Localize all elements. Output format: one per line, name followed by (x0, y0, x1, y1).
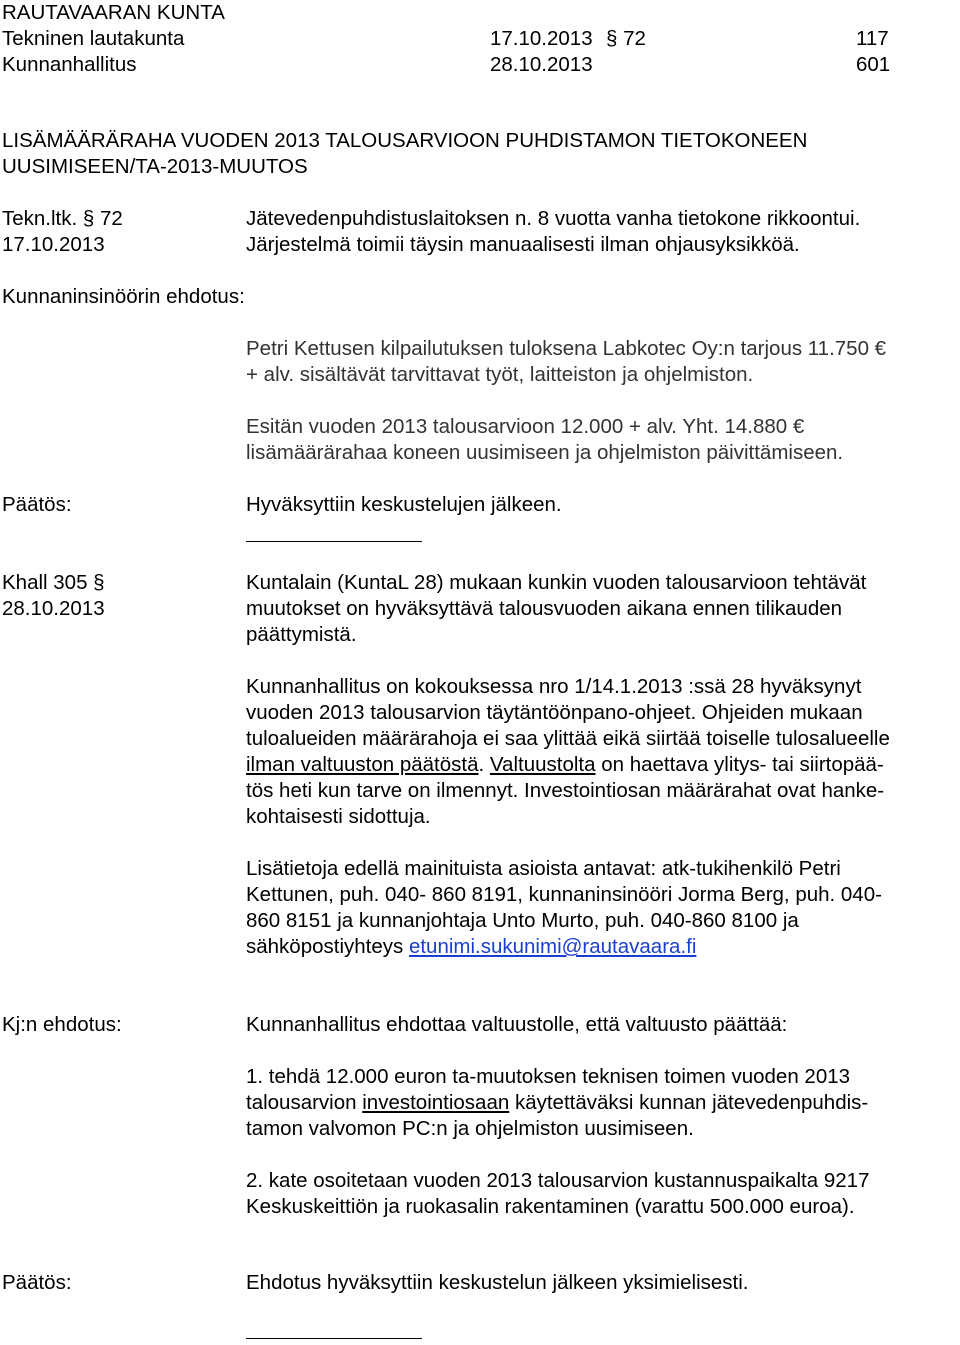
header-page-1: 117 (856, 27, 889, 50)
khall-p3-line1: Lisätietoja edellä mainituista asioista antavat: atk-tukihenkilö Petri (246, 857, 841, 880)
kj-intro: Kunnanhallitus ehdottaa valtuustolle, että valtuusto päättää: (246, 1013, 788, 1036)
header-date-2: 28.10.2013 (490, 53, 593, 76)
khall-p2-line2: vuoden 2013 talousarvion täytäntöönpano-ohjeet. Ohjeiden mukaan (246, 701, 863, 724)
khall-p2-line3: tuloalueiden määrärahoja ei saa ylittää eikä siirtää toiselle tulosalueelle (246, 727, 890, 750)
header-body-1: Tekninen lautakunta (2, 27, 185, 50)
org-name: RAUTAVAARAN KUNTA (2, 1, 225, 24)
decision1-text: Hyväksyttiin keskustelujen jälkeen. (246, 493, 562, 516)
tekn-ref: Tekn.ltk. § 72 (2, 207, 123, 230)
decision2-label: Päätös: (2, 1271, 72, 1294)
header-body-2: Kunnanhallitus (2, 53, 137, 76)
underlined-phrase-investointiosaan: investointiosaan (362, 1091, 510, 1114)
kj-item2-line2: Keskuskeittiön ja ruokasalin rakentaminen (varattu 500.000 euroa). (246, 1195, 855, 1218)
kj-item1-line3: tamon valvomon PC:n ja ohjelmiston uusimiseen. (246, 1117, 694, 1140)
proposal-p1-line1: Petri Kettusen kilpailutuksen tuloksena Labkotec Oy:n tarjous 11.750 € (246, 337, 887, 360)
tekn-date: 17.10.2013 (2, 233, 105, 256)
section-divider-2 (246, 1338, 422, 1339)
underlined-phrase-valtuustolta: Valtuustolta (489, 753, 596, 776)
header-page-2: 601 (856, 53, 891, 76)
kj-item1-line2: talousarvion investointiosaan käytettäväksi kunnan jätevedenpuhdis- (246, 1091, 869, 1114)
khall-p3-line2: Kettunen, puh. 040- 860 8191, kunnaninsinööri Jorma Berg, puh. 040- (246, 883, 882, 906)
khall-p1-line3: päättymistä. (246, 623, 357, 646)
header-date-1: 17.10.2013 (490, 27, 593, 50)
doc-title-line2: UUSIMISEEN/TA-2013-MUUTOS (2, 155, 308, 178)
decision2-text: Ehdotus hyväksyttiin keskustelun jälkeen yksimielisesti. (246, 1271, 749, 1294)
khall-p1-line1: Kuntalain (KuntaL 28) mukaan kunkin vuoden talousarvioon tehtävät (246, 571, 867, 594)
underlined-phrase-valtuuston-paatos: ilman valtuuston päätöstä (246, 753, 479, 776)
section-divider-1 (246, 541, 422, 542)
khall-p2-line4: ilman valtuuston päätöstä. Valtuustolta on haettava ylitys- tai siirtopää- (246, 753, 884, 776)
doc-title-line1: LISÄMÄÄRÄRAHA VUODEN 2013 TALOUSARVIOON PUHDISTAMON TIETOKONEEN (2, 129, 808, 152)
proposal-p2-line2: lisämäärärahaa koneen uusimiseen ja ohjelmiston päivittämiseen. (246, 441, 844, 464)
kj-item1-line1: 1. tehdä 12.000 euron ta-muutoksen teknisen toimen vuoden 2013 (246, 1065, 851, 1088)
email-link[interactable]: etunimi.sukunimi@rautavaara.fi (408, 935, 697, 958)
kj-label: Kj:n ehdotus: (2, 1013, 122, 1036)
khall-p2-line6: kohtaisesti sidottuja. (246, 805, 431, 828)
proposal-p2-line1: Esitän vuoden 2013 talousarvioon 12.000 + alv. Yht. 14.880 € (246, 415, 805, 438)
khall-p2-line1: Kunnanhallitus on kokouksessa nro 1/14.1.2013 :ssä 28 hyväksynyt (246, 675, 862, 698)
tekn-line2: Järjestelmä toimii täysin manuaalisesti ilman ohjausyksikköä. (246, 233, 800, 256)
header-section-1: § 72 (606, 27, 646, 50)
khall-p3-line3: 860 8151 ja kunnanjohtaja Unto Murto, puh. 040-860 8100 ja (246, 909, 799, 932)
tekn-line1: Jätevedenpuhdistuslaitoksen n. 8 vuotta vanha tietokone rikkoontui. (246, 207, 861, 230)
decision1-label: Päätös: (2, 493, 72, 516)
kj-item2-line1: 2. kate osoitetaan vuoden 2013 talousarvion kustannuspaikalta 9217 (246, 1169, 870, 1192)
proposal-p1-line2: + alv. sisältävät tarvittavat työt, laitteiston ja ohjelmiston. (246, 363, 754, 386)
proposal-label: Kunnaninsinöörin ehdotus: (2, 285, 245, 308)
khall-ref: Khall 305 § (2, 571, 105, 594)
khall-p2-line5: tös heti kun tarve on ilmennyt. Investointiosan määrärahat ovat hanke- (246, 779, 885, 802)
khall-p1-line2: muutokset on hyväksyttävä talousvuoden aikana ennen tilikauden (246, 597, 843, 620)
khall-p3-line4: sähköpostiyhteys etunimi.sukunimi@rautavaara.fi (246, 935, 697, 958)
khall-date: 28.10.2013 (2, 597, 105, 620)
